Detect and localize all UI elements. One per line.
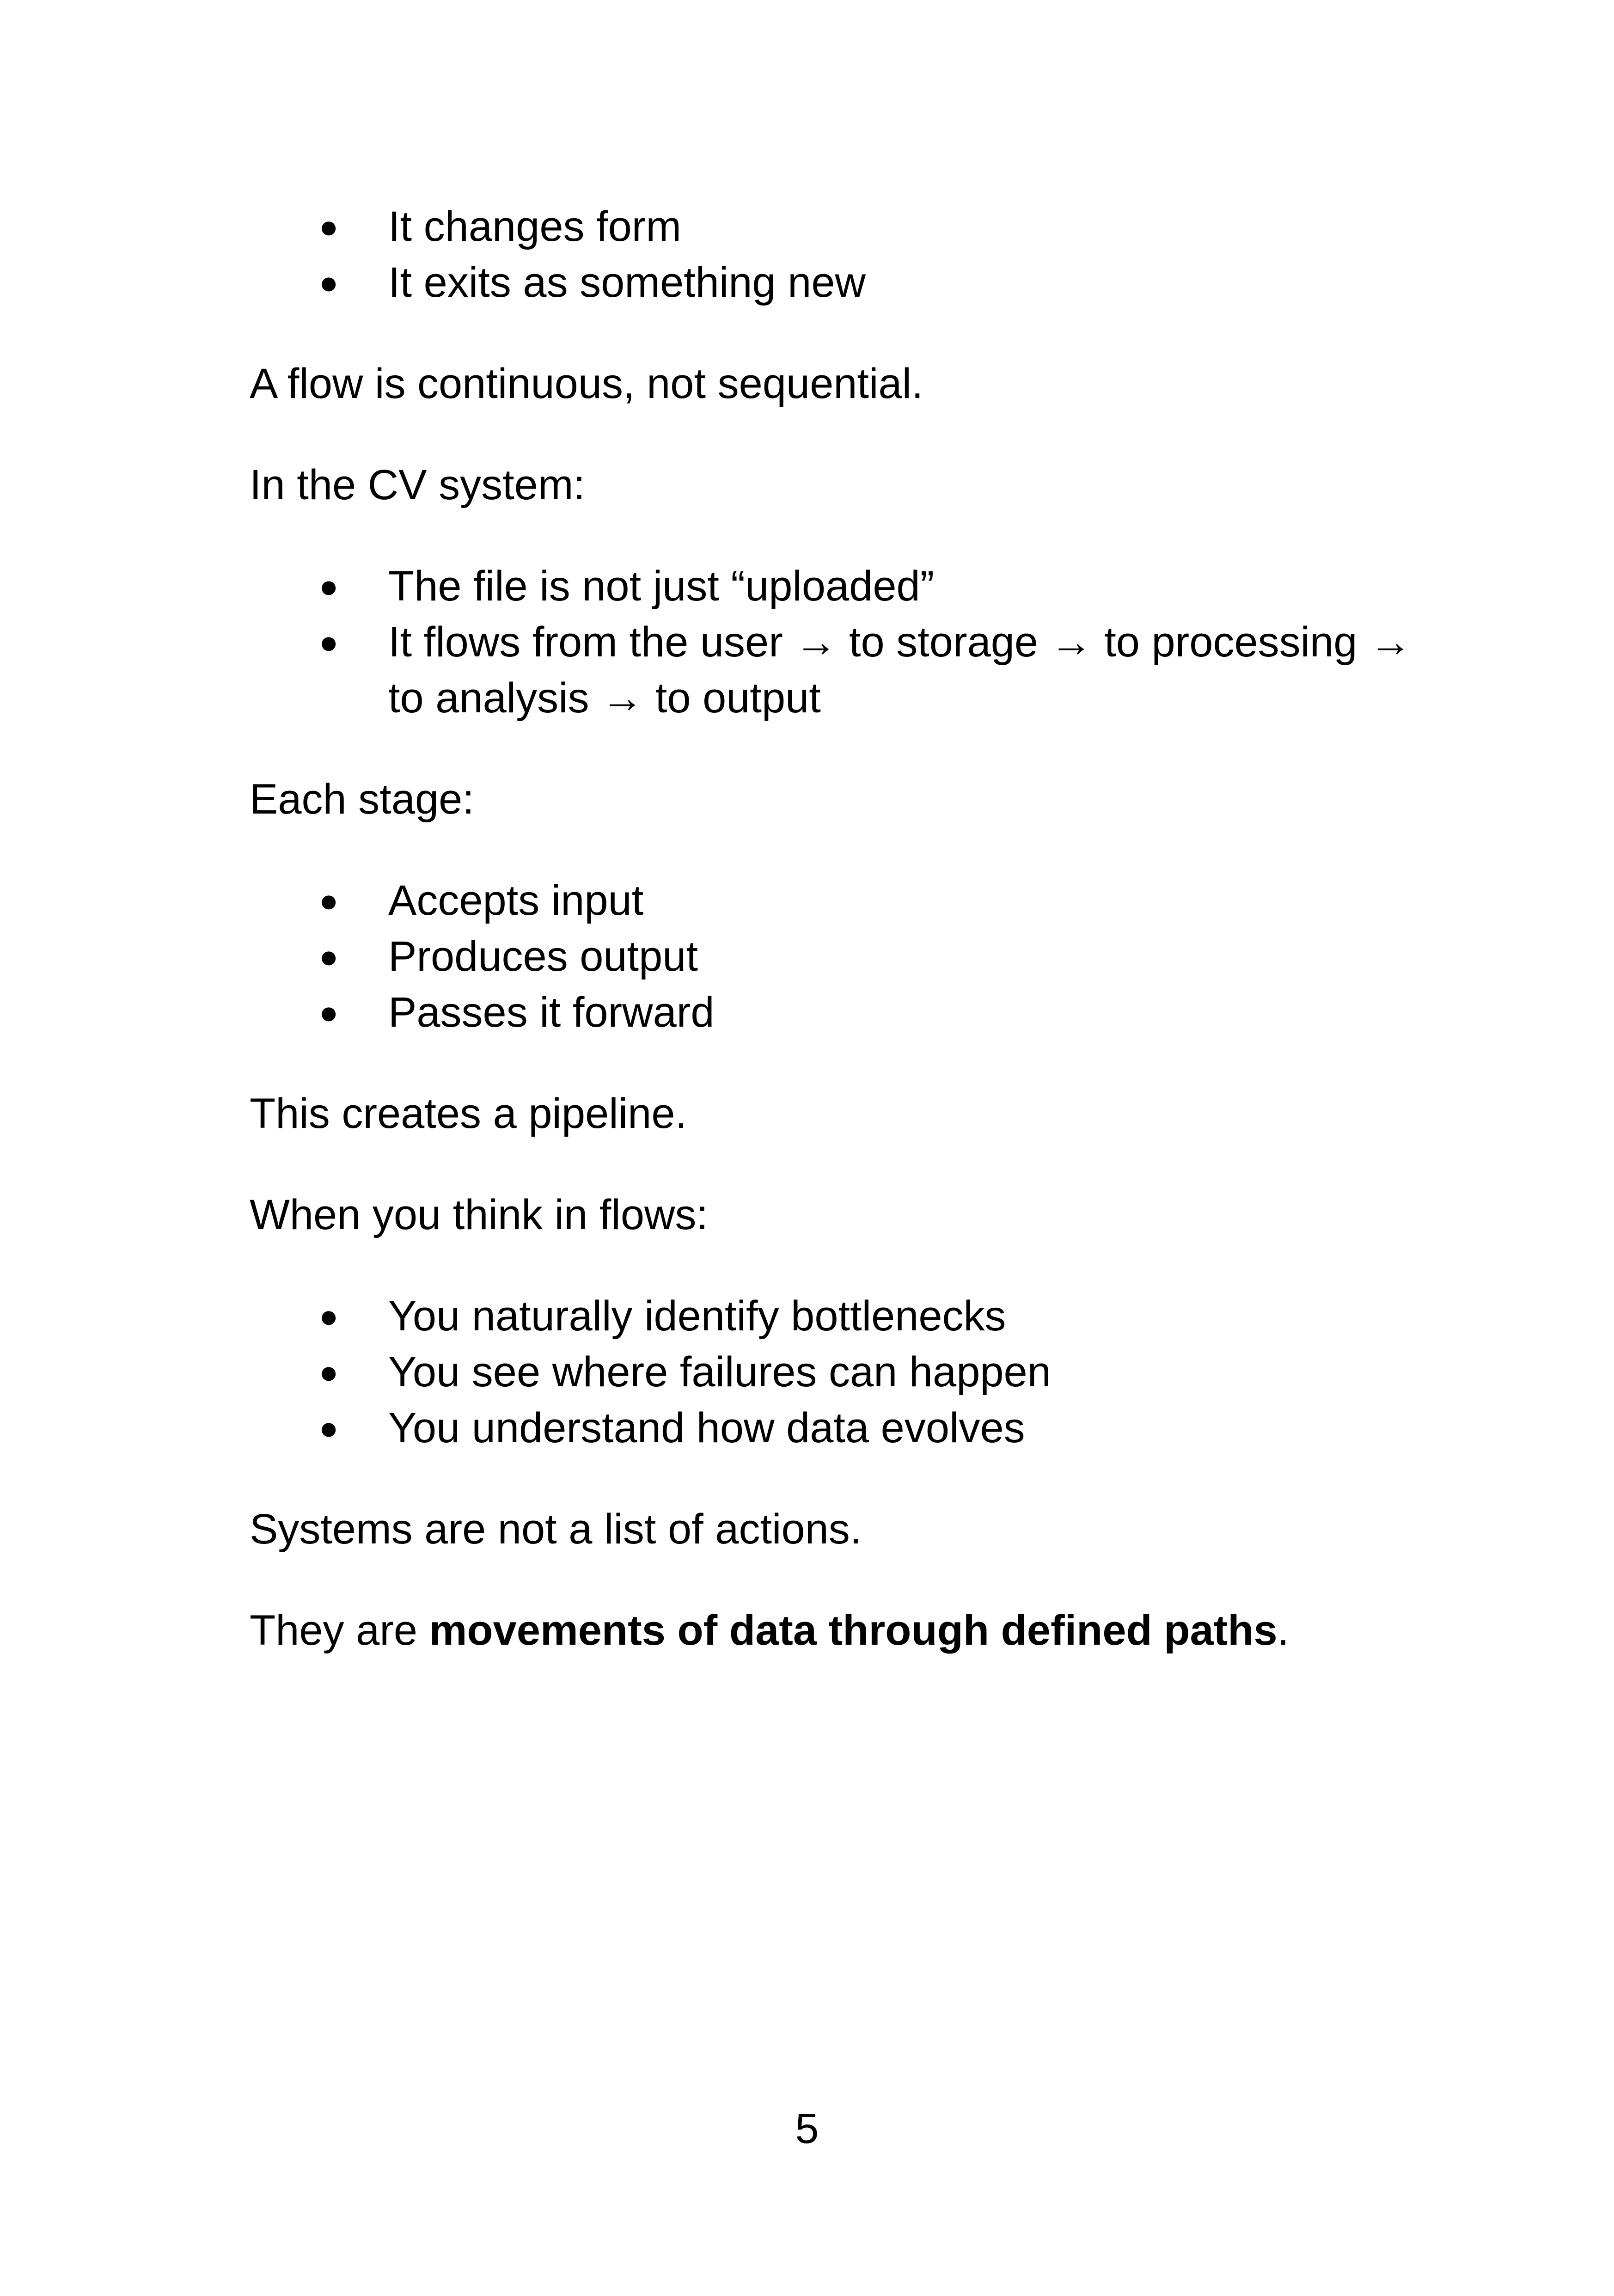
page-number: 5 xyxy=(795,2105,819,2152)
list-item xyxy=(250,558,1433,614)
bullet-icon: ● xyxy=(319,568,339,604)
list-item-text: You naturally identify bottlenecks xyxy=(388,1292,1006,1340)
list-item xyxy=(250,1344,1433,1400)
bullet-list-cv-system xyxy=(250,558,1433,726)
paragraph-each-stage: Each stage: xyxy=(250,776,474,823)
paragraph-systems-not-actions: Systems are not a list of actions. xyxy=(250,1506,862,1553)
bullet-icon: ● xyxy=(319,264,339,300)
paragraph-text: They are xyxy=(250,1607,429,1654)
bullet-icon: ● xyxy=(319,1410,339,1446)
list-item-text: You understand how data evolves xyxy=(388,1404,1025,1451)
list-item-text: The file is not just “uploaded” xyxy=(388,563,935,610)
bullet-icon: ● xyxy=(319,1298,339,1334)
list-item-text: Produces output xyxy=(388,933,698,980)
page-content xyxy=(250,199,1433,1704)
list-item-text: Passes it forward xyxy=(388,989,715,1036)
bullet-list-transform xyxy=(250,199,1433,311)
list-item-text: You see where failures can happen xyxy=(388,1348,1051,1396)
paragraph-flow-definition: A flow is continuous, not sequential. xyxy=(250,360,923,407)
bullet-icon: ● xyxy=(319,624,339,660)
paragraph-text: . xyxy=(1277,1607,1290,1654)
list-item xyxy=(250,1400,1433,1456)
bullet-list-stage xyxy=(250,873,1433,1041)
paragraph-think-in-flows: When you think in flows: xyxy=(250,1191,709,1238)
list-item-text: Accepts input xyxy=(388,877,644,924)
bullet-icon: ● xyxy=(319,882,339,918)
list-item xyxy=(250,1288,1433,1344)
bullet-icon: ● xyxy=(319,1354,339,1390)
list-item xyxy=(250,929,1433,985)
bullet-icon: ● xyxy=(319,994,339,1030)
bullet-icon: ● xyxy=(319,208,339,245)
list-item xyxy=(250,873,1433,929)
list-item xyxy=(250,255,1433,311)
bullet-icon: ● xyxy=(319,938,339,974)
paragraph-movements-of-data xyxy=(250,1603,1433,1659)
bold-emphasis-text: movements of data through defined paths xyxy=(429,1607,1278,1654)
bullet-list-flows xyxy=(250,1288,1433,1456)
paragraph-pipeline: This creates a pipeline. xyxy=(250,1090,687,1137)
list-item xyxy=(250,614,1433,726)
list-item xyxy=(250,199,1433,255)
list-item xyxy=(250,985,1433,1041)
list-item-text: It flows from the user → to storage → to processing → to analysis → to output xyxy=(388,618,1412,722)
list-item-text: It changes form xyxy=(388,203,682,250)
paragraph-cv-system-intro: In the CV system: xyxy=(250,461,586,508)
list-item-text: It exits as something new xyxy=(388,259,866,306)
